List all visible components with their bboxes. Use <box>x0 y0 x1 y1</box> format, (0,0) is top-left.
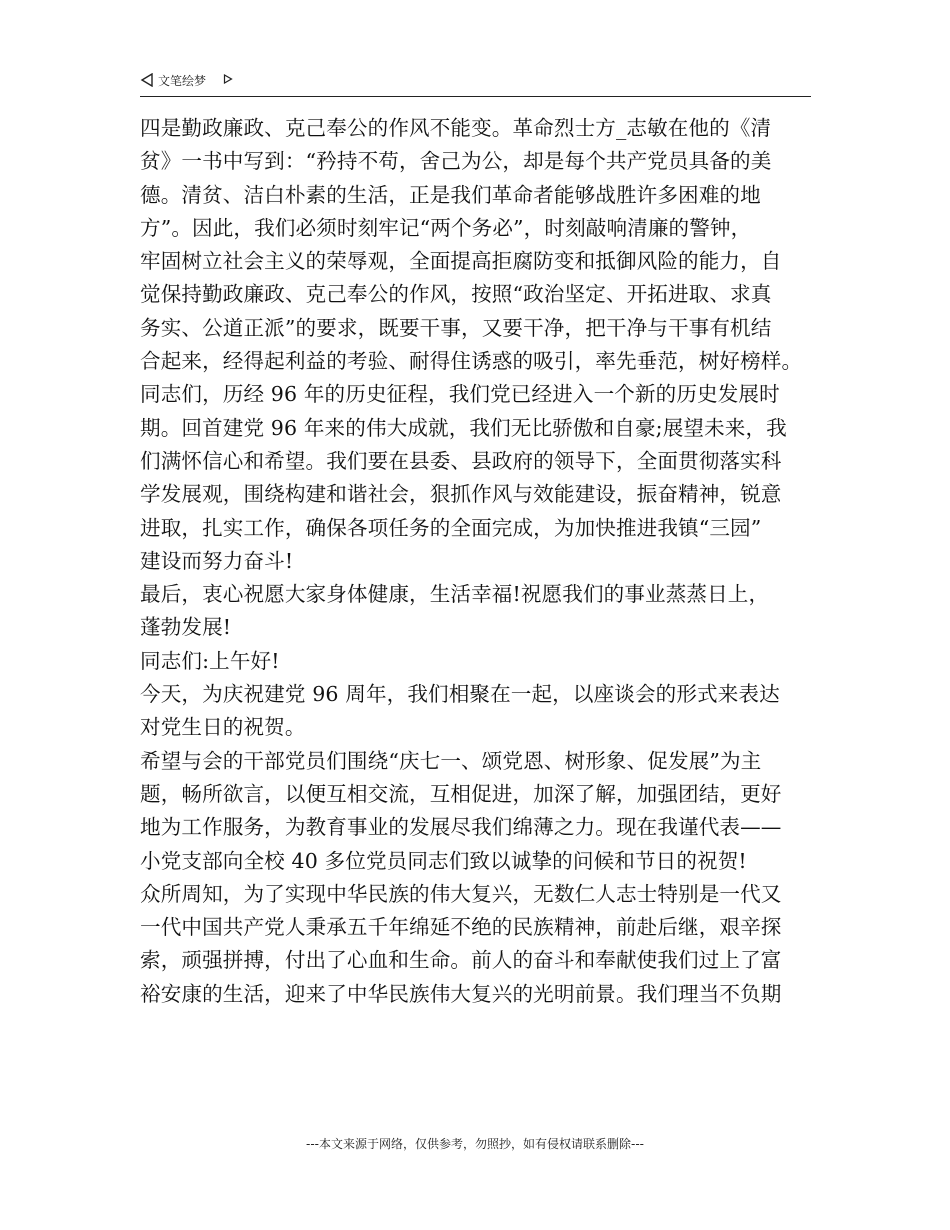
text-line: 今天，为庆祝建党 96 周年，我们相聚在一起，以座谈会的形式来表达 <box>140 682 780 707</box>
text-line: 希望与会的干部党员们围绕“庆七一、颂党恩、树形象、促发展”为主 <box>140 748 762 773</box>
header-title: 文笔绘梦 <box>158 74 207 88</box>
text-line: 方”。因此，我们必须时刻牢记“两个务必”，时刻敲响清廉的警钟， <box>140 215 752 240</box>
text-line: 务实、公道正派”的要求，既要干事，又要干净，把干净与干事有机结 <box>140 315 772 340</box>
text-line: 众所周知，为了实现中华民族的伟大复兴，无数仁人志士特别是一代又 <box>140 881 782 906</box>
text-line: 索，顽强拼搏，付出了心血和生命。前人的奋斗和奉献使我们过上了富 <box>140 948 782 973</box>
text-line: 德。清贫、洁白朴素的生活，正是我们革命者能够战胜许多困难的地 <box>140 182 761 207</box>
text-line: 小党支部向全校 40 多位党员同志们致以诚挚的问候和节日的祝贺! <box>140 848 747 873</box>
text-line: 期。回首建党 96 年来的伟大成就，我们无比骄傲和自豪;展望未来，我 <box>140 415 787 440</box>
text-line: 题，畅所欲言，以便互相交流，互相促进，加深了解，加强团结，更好 <box>140 781 782 806</box>
text-line: 蓬勃发展! <box>140 615 232 640</box>
text-line: 建设而努力奋斗! <box>140 548 294 573</box>
text-line: 进取，扎实工作，确保各项任务的全面完成，为加快推进我镇“三园” <box>140 515 762 540</box>
text-line: 学发展观，围绕构建和谐社会，狠抓作风与效能建设，振奋精神，锐意 <box>140 482 782 507</box>
text-line: 一代中国共产党人秉承五千年绵延不绝的民族精神，前赴后继，艰辛探 <box>140 915 782 940</box>
text-line: 贫》一书中写到：“矜持不苟，舍己为公，却是每个共产党员具备的美 <box>140 149 772 174</box>
text-line: 对党生日的祝贺。 <box>140 715 306 740</box>
text-line: 同志们:上午好! <box>140 648 280 673</box>
text-line: 合起来，经得起利益的考验、耐得住诱惑的吸引，率先垂范，树好榜样。 <box>140 349 803 374</box>
text-line: 们满怀信心和希望。我们要在县委、县政府的领导下，全面贯彻落实科 <box>140 448 782 473</box>
text-line: 同志们，历经 96 年的历史征程，我们党已经进入一个新的历史发展时 <box>140 382 780 407</box>
text-line: 四是勤政廉政、克己奉公的作风不能变。革命烈士方_志敏在他的《清 <box>140 116 772 140</box>
text-line: 地为工作服务，为教育事业的发展尽我们绵薄之力。现在我谨代表—— <box>140 815 782 840</box>
text-line: 最后，衷心祝愿大家身体健康，生活幸福!祝愿我们的事业蒸蒸日上， <box>140 582 770 607</box>
footer-note: ---本文来源于网络，仅供参考，勿照抄，如有侵权请联系删除--- <box>306 1137 644 1151</box>
text-line: 觉保持勤政廉政、克己奉公的作风，按照“政治坚定、开拓进取、求真 <box>140 282 772 307</box>
text-line: 牢固树立社会主义的荣辱观，全面提高拒腐防变和抵御风险的能力，自 <box>140 249 782 274</box>
page-header <box>140 70 811 97</box>
text-line: 裕安康的生活，迎来了中华民族伟大复兴的光明前景。我们理当不负期 <box>140 981 782 1006</box>
left-triangle-icon <box>140 73 154 87</box>
document-body <box>140 112 812 1011</box>
right-triangle-icon <box>223 74 233 84</box>
